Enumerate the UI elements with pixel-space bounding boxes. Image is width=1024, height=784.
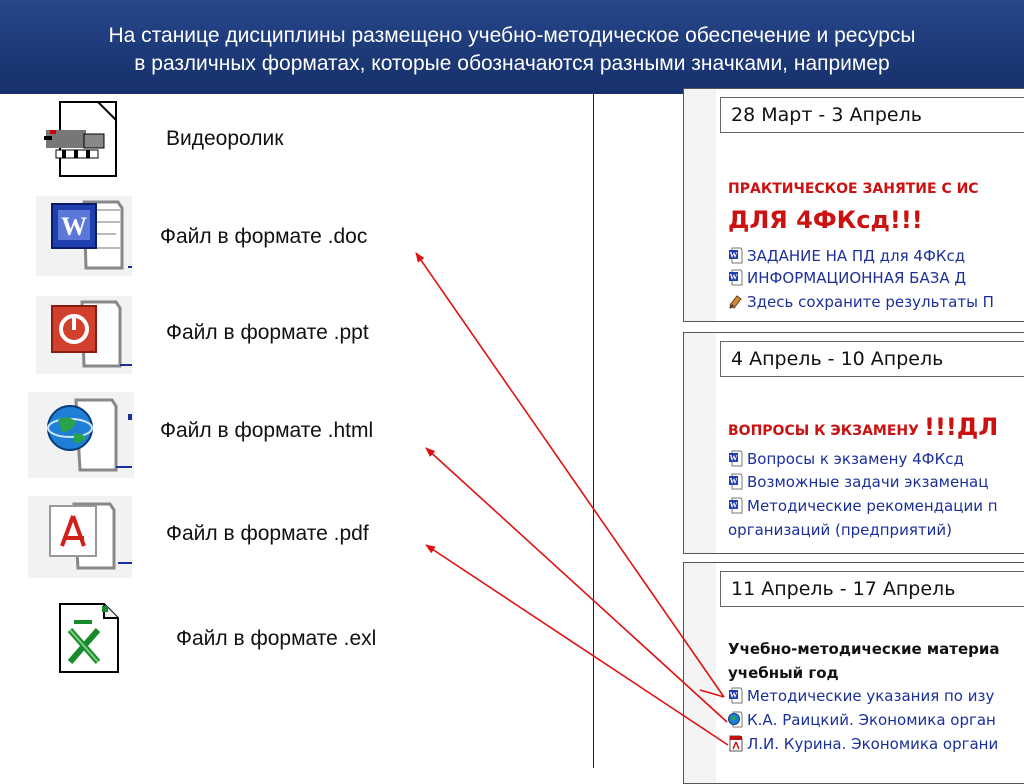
resource-link-text[interactable]: Вопросы к экзамену 4ФКсд bbox=[747, 450, 964, 468]
header-line-2: в различных форматах, которые обозначаются разными значками, например bbox=[134, 52, 890, 75]
header-line-1: На станице дисциплины размещено учебно-методическое обеспечение и ресурсы bbox=[108, 24, 916, 47]
divider-line bbox=[593, 94, 594, 768]
svg-text:W: W bbox=[729, 500, 738, 510]
resource-link-text[interactable]: Методические рекомендации п bbox=[747, 497, 998, 515]
assignment-icon bbox=[728, 293, 743, 310]
resource-link-continuation[interactable]: организаций (предприятий) bbox=[728, 521, 952, 539]
legend-label-doc: Файл в формате .doc bbox=[160, 225, 368, 248]
resource-link-text[interactable]: Возможные задачи экзаменац bbox=[747, 473, 989, 491]
resource-link-item[interactable] bbox=[728, 687, 994, 705]
resource-link-text[interactable]: Методические указания по изу bbox=[747, 687, 995, 705]
word-doc-icon bbox=[728, 247, 743, 264]
week-panel-1 bbox=[683, 88, 1024, 322]
section-heading-big: ДЛЯ 4ФКсд!!! bbox=[728, 206, 923, 234]
section-heading-line-2: учебный год bbox=[728, 664, 839, 682]
week-title-1: 28 Март - 3 Апрель bbox=[720, 97, 1024, 133]
html-globe-icon bbox=[728, 711, 743, 728]
video-file-icon bbox=[40, 100, 120, 178]
svg-text:W: W bbox=[729, 476, 738, 486]
week-panel-3 bbox=[683, 562, 1024, 784]
word-doc-icon bbox=[728, 450, 743, 467]
pdf-icon bbox=[728, 735, 743, 752]
week-title-3: 11 Апрель - 17 Апрель bbox=[720, 571, 1024, 607]
word-doc-icon bbox=[36, 196, 132, 276]
resource-link-item[interactable] bbox=[728, 247, 965, 265]
legend-label-pdf: Файл в формате .pdf bbox=[166, 522, 369, 545]
week-panel-2 bbox=[683, 332, 1024, 554]
legend-label-excel: Файл в формате .exl bbox=[176, 627, 377, 650]
section-heading-line-1: Учебно-методические материа bbox=[728, 640, 1000, 658]
svg-text:W: W bbox=[729, 453, 738, 463]
excel-icon bbox=[48, 600, 124, 676]
svg-text:W: W bbox=[61, 212, 87, 241]
resource-link-text[interactable]: ИНФОРМАЦИОННАЯ БАЗА Д bbox=[747, 269, 967, 287]
resource-link-item[interactable] bbox=[728, 497, 998, 515]
resource-link-text[interactable]: Здесь сохраните результаты П bbox=[747, 293, 994, 311]
resource-link-item[interactable] bbox=[728, 293, 994, 311]
svg-text:W: W bbox=[729, 690, 738, 700]
resource-link-item[interactable] bbox=[728, 269, 966, 287]
section-heading-small: ПРАКТИЧЕСКОЕ ЗАНЯТИЕ С ИС bbox=[728, 181, 979, 197]
arrow-html bbox=[426, 448, 727, 722]
week-title-2: 4 Апрель - 10 Апрель bbox=[720, 341, 1024, 377]
word-doc-icon bbox=[728, 687, 743, 704]
resource-link-text[interactable]: К.А. Раицкий. Экономика орган bbox=[747, 711, 996, 729]
resource-link-item[interactable] bbox=[728, 450, 964, 468]
legend-label-video: Видеоролик bbox=[166, 127, 284, 150]
resource-link-item[interactable] bbox=[728, 711, 996, 729]
html-globe-icon bbox=[28, 392, 134, 478]
legend-label-ppt: Файл в формате .ppt bbox=[166, 321, 369, 344]
resource-link-item[interactable] bbox=[728, 473, 988, 491]
slide-header bbox=[0, 0, 1024, 94]
resource-link-item[interactable] bbox=[728, 735, 998, 753]
word-doc-icon bbox=[728, 473, 743, 490]
svg-text:W: W bbox=[729, 272, 738, 282]
section-heading-small: ВОПРОСЫ К ЭКЗАМЕНУ bbox=[728, 423, 919, 439]
section-heading-big: !!!ДЛ bbox=[924, 413, 999, 441]
svg-text:W: W bbox=[729, 250, 738, 260]
section-heading bbox=[728, 413, 998, 441]
pdf-icon bbox=[28, 496, 132, 578]
arrow-doc bbox=[416, 253, 724, 697]
resource-link-text[interactable]: Л.И. Курина. Экономика органи bbox=[747, 735, 999, 753]
legend-label-html: Файл в формате .html bbox=[160, 419, 374, 442]
resource-link-text[interactable]: ЗАДАНИЕ НА ПД для 4ФКсд bbox=[747, 247, 966, 265]
word-doc-icon bbox=[728, 269, 743, 286]
word-doc-icon bbox=[728, 497, 743, 514]
powerpoint-icon bbox=[36, 296, 132, 374]
